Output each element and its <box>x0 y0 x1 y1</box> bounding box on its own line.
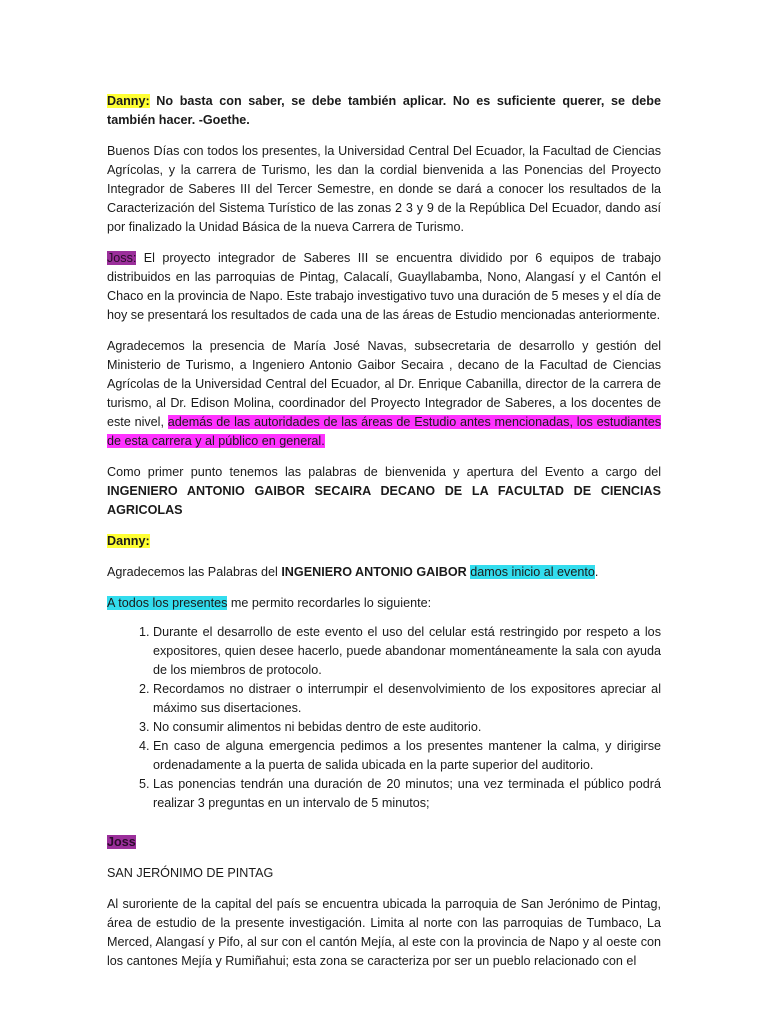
rule-item: 5. Las ponencias tendrán una duración de 20 minutos; una vez terminada el público podrá realizar 3 preguntas en un intervalo de 5 minutos; <box>153 775 661 813</box>
engineer-name-bold: INGENIERO ANTONIO GAIBOR <box>281 565 467 579</box>
danny-label-paragraph <box>107 532 661 551</box>
remind-paragraph <box>107 594 661 613</box>
joss-label: Joss <box>107 835 136 849</box>
thanks-text: Agradecemos la presencia de María José Navas, subsecretaria de desarrollo y gestión del Ministerio de Turismo, a Ingeniero Antonio Gaibor Secaira , decano de la Facultad de Ciencias Agrícolas de la Universidad Central del Ecuador, al Dr. Enrique Cabanilla, director de la carrera de turismo, al Dr. Edison Molina, coordinador del Proyecto Integrador de Saberes, a los docentes de este nivel, <box>107 339 661 429</box>
document-page <box>107 92 661 983</box>
section-title: SAN JERÓNIMO DE PINTAG <box>107 866 274 880</box>
welcome-paragraph: Buenos Días con todos los presentes, la Universidad Central Del Ecuador, la Facultad de Ciencias Agrícolas, y la carrera de Turismo, les dan la cordial bienvenida a las Ponencias del Proyecto Integrador de Saberes III del Tercer Semestre, en donde se dará a conocer los resultados de la Caracterización del Sistema Turístico de las zonas 2 3 y 9 de la República Del Ecuador, dando así por finalizado la Unidad Básica de la nueva Carrera de Turismo. <box>107 144 661 234</box>
quote-text: No basta con saber, se debe también aplicar. No es suficiente querer, se debe también hacer. -Goethe. <box>107 94 661 127</box>
rules-list <box>107 623 661 813</box>
goethe-quote <box>107 92 661 130</box>
rule-item: 2. Recordamos no distraer o interrumpir el desenvolvimiento de los expositores apreciar al máximo sus disertaciones. <box>153 680 661 718</box>
pintag-paragraph: Al suroriente de la capital del país se encuentra ubicada la parroquia de San Jerónimo de Pintag, área de estudio de la presente investigación. Limita al norte con las parroquias de Tumbaco, La Merced, Alangasí y Pifo, al sur con el cantón Mejía, al este con la provincia de Napo y al oeste con los cantones Mejía y Rumiñahui; esta zona se caracteriza por ser un pueblo relacionado con el <box>107 897 661 968</box>
rule-item: 3. No consumir alimentos ni bebidas dentro de este auditorio. <box>153 718 661 737</box>
first-point-text: Como primer punto tenemos las palabras de bienvenida y apertura del Evento a cargo del <box>107 465 661 479</box>
remind-text: me permito recordarles lo siguiente: <box>227 596 432 610</box>
thanks-highlight: además de las autoridades de las áreas de Estudio antes mencionadas, los estudiantes de esta carrera y al público en general. <box>107 415 661 448</box>
joss-label-paragraph <box>107 833 661 852</box>
project-paragraph <box>107 249 661 325</box>
rule-item: 4. En caso de alguna emergencia pedimos a los presentes mantener la calma, y dirigirse ordenadamente a la puerta de salida ubicada en la parte superior del auditorio. <box>153 737 661 775</box>
rule-item: 1. Durante el desarrollo de este evento el uso del celular está restringido por respeto a los expositores, quien desee hacerlo, puede abandonar momentáneamente la sala con ayuda de los miembros de protocolo. <box>153 623 661 680</box>
start-event-highlight: damos inicio al evento <box>470 565 595 579</box>
first-point-paragraph <box>107 463 661 520</box>
remind-highlight: A todos los presentes <box>107 596 228 610</box>
speaker-danny-highlight: Danny: <box>107 94 150 108</box>
start-text: Agradecemos las Palabras del <box>107 565 282 579</box>
start-paragraph <box>107 563 661 582</box>
danny-label: Danny: <box>107 534 150 548</box>
dean-name-bold: INGENIERO ANTONIO GAIBOR SECAIRA DECANO DE LA FACULTAD DE CIENCIAS AGRICOLAS <box>107 484 661 517</box>
thanks-paragraph <box>107 337 661 451</box>
start-period: . <box>594 565 599 579</box>
project-text: El proyecto integrador de Saberes III se encuentra dividido por 6 equipos de trabajo distribuidos en las parroquias de Pintag, Calacalí, Guayllabamba, Nono, Alangasí y el Cantón el Chaco en la provincia de Napo. Este trabajo investigativo tuvo una duración de 5 meses y el día de hoy se presentará los resultados de cada una de las áreas de Estudio mencionadas anteriormente. <box>107 251 661 322</box>
speaker-joss-highlight: Joss: <box>107 251 137 265</box>
